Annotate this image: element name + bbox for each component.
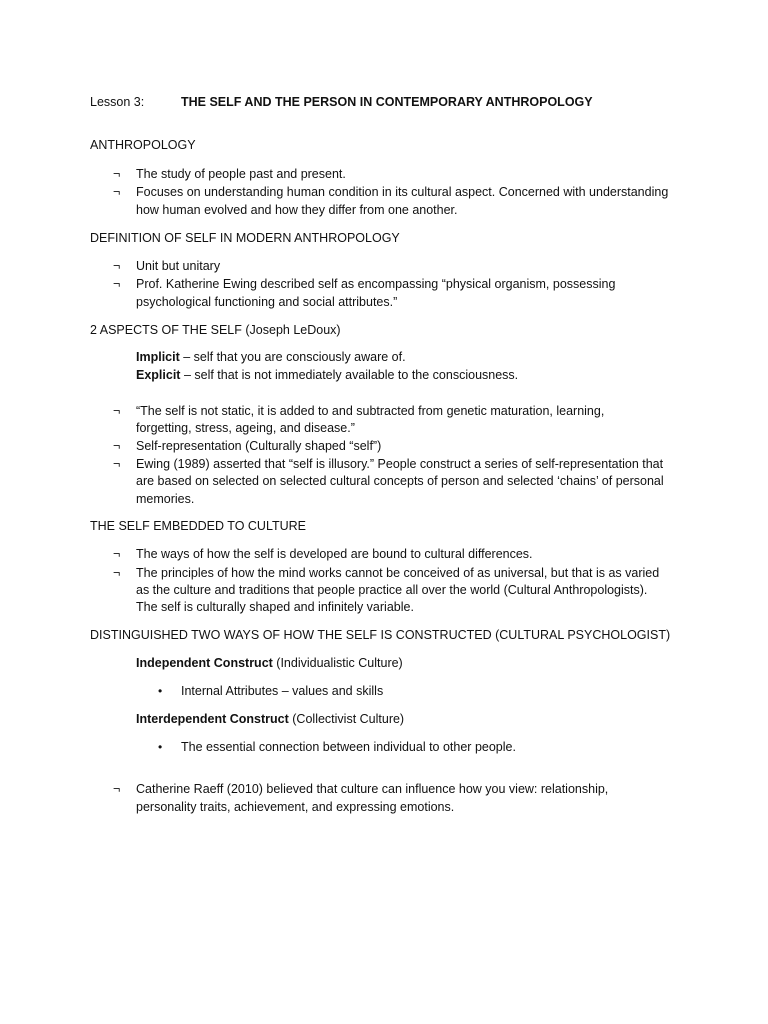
page-title: THE SELF AND THE PERSON IN CONTEMPORARY ANTHROPOLOGY xyxy=(181,95,593,109)
implicit-definition xyxy=(136,348,406,366)
bullet-dot: • xyxy=(158,740,163,754)
list-item-text: The ways of how the self is developed are bound to cultural differences. xyxy=(136,547,533,561)
list-item-text: The principles of how the mind works cannot be conceived of as universal, but that is as varied xyxy=(136,566,660,580)
independent-term: Independent Construct xyxy=(136,656,273,670)
bullet-glyph: ¬ xyxy=(113,547,121,561)
list-item-text: The study of people past and present. xyxy=(136,167,346,181)
explicit-term: Explicit xyxy=(136,368,181,382)
explicit-definition xyxy=(136,366,518,384)
lesson-label: Lesson 3: xyxy=(90,95,145,109)
section-heading-constructs: DISTINGUISHED TWO WAYS OF HOW THE SELF IS CONSTRUCTED (CULTURAL PSYCHOLOGIST) xyxy=(90,628,671,642)
explicit-text: – self that is not immediately available to the consciousness. xyxy=(180,368,519,382)
list-item-text: “The self is not static, it is added to and subtracted from genetic maturation, learning, xyxy=(136,404,605,418)
interdependent-note: (Collectivist Culture) xyxy=(288,712,405,726)
bullet-glyph: ¬ xyxy=(113,439,121,453)
bullet-glyph: ¬ xyxy=(113,277,121,291)
list-item-text: Unit but unitary xyxy=(136,259,221,273)
section-heading-definition: DEFINITION OF SELF IN MODERN ANTHROPOLOGY xyxy=(90,231,400,245)
bullet-glyph: ¬ xyxy=(113,167,121,181)
bullet-glyph: ¬ xyxy=(113,404,121,418)
list-item-text: personality traits, achievement, and expressing emotions. xyxy=(136,800,455,814)
independent-note: (Individualistic Culture) xyxy=(272,656,403,670)
list-item-text: The essential connection between individual to other people. xyxy=(181,740,516,754)
section-heading-anthropology: ANTHROPOLOGY xyxy=(90,138,196,152)
list-item-text: Focuses on understanding human condition in its cultural aspect. Concerned with understanding xyxy=(136,185,669,199)
list-item-text: Internal Attributes – values and skills xyxy=(181,684,384,698)
list-item-text: Self-representation (Culturally shaped “self”) xyxy=(136,439,382,453)
list-item-text: memories. xyxy=(136,492,195,506)
list-item-text: Ewing (1989) asserted that “self is illusory.” People construct a series of self-representation that xyxy=(136,457,664,471)
interdependent-term: Interdependent Construct xyxy=(136,712,289,726)
implicit-text: – self that you are consciously aware of. xyxy=(179,350,406,364)
list-item-text: how human evolved and how they differ from one another. xyxy=(136,203,458,217)
bullet-glyph: ¬ xyxy=(113,782,121,796)
list-item-text: as the culture and traditions that people practice all over the world (Cultural Anthropologists). xyxy=(136,583,648,597)
list-item-text: are based on selected on selected cultural concepts of person and selected ‘chains’ of personal xyxy=(136,474,664,488)
bullet-glyph: ¬ xyxy=(113,185,121,199)
implicit-term: Implicit xyxy=(136,350,180,364)
list-item-text: forgetting, stress, ageing, and disease.” xyxy=(136,421,355,435)
bullet-glyph: ¬ xyxy=(113,259,121,273)
section-heading-aspects: 2 ASPECTS OF THE SELF (Joseph LeDoux) xyxy=(90,323,341,337)
section-heading-culture: THE SELF EMBEDDED TO CULTURE xyxy=(90,519,307,533)
interdependent-construct xyxy=(136,710,404,728)
list-item-text: Catherine Raeff (2010) believed that culture can influence how you view: relationship, xyxy=(136,782,609,796)
list-item-text: psychological functioning and social attributes.” xyxy=(136,295,398,309)
independent-construct xyxy=(136,654,403,672)
bullet-dot: • xyxy=(158,684,163,698)
bullet-glyph: ¬ xyxy=(113,566,121,580)
list-item-text: Prof. Katherine Ewing described self as encompassing “physical organism, possessing xyxy=(136,277,616,291)
list-item-text: The self is culturally shaped and infinitely variable. xyxy=(136,600,414,614)
bullet-glyph: ¬ xyxy=(113,457,121,471)
